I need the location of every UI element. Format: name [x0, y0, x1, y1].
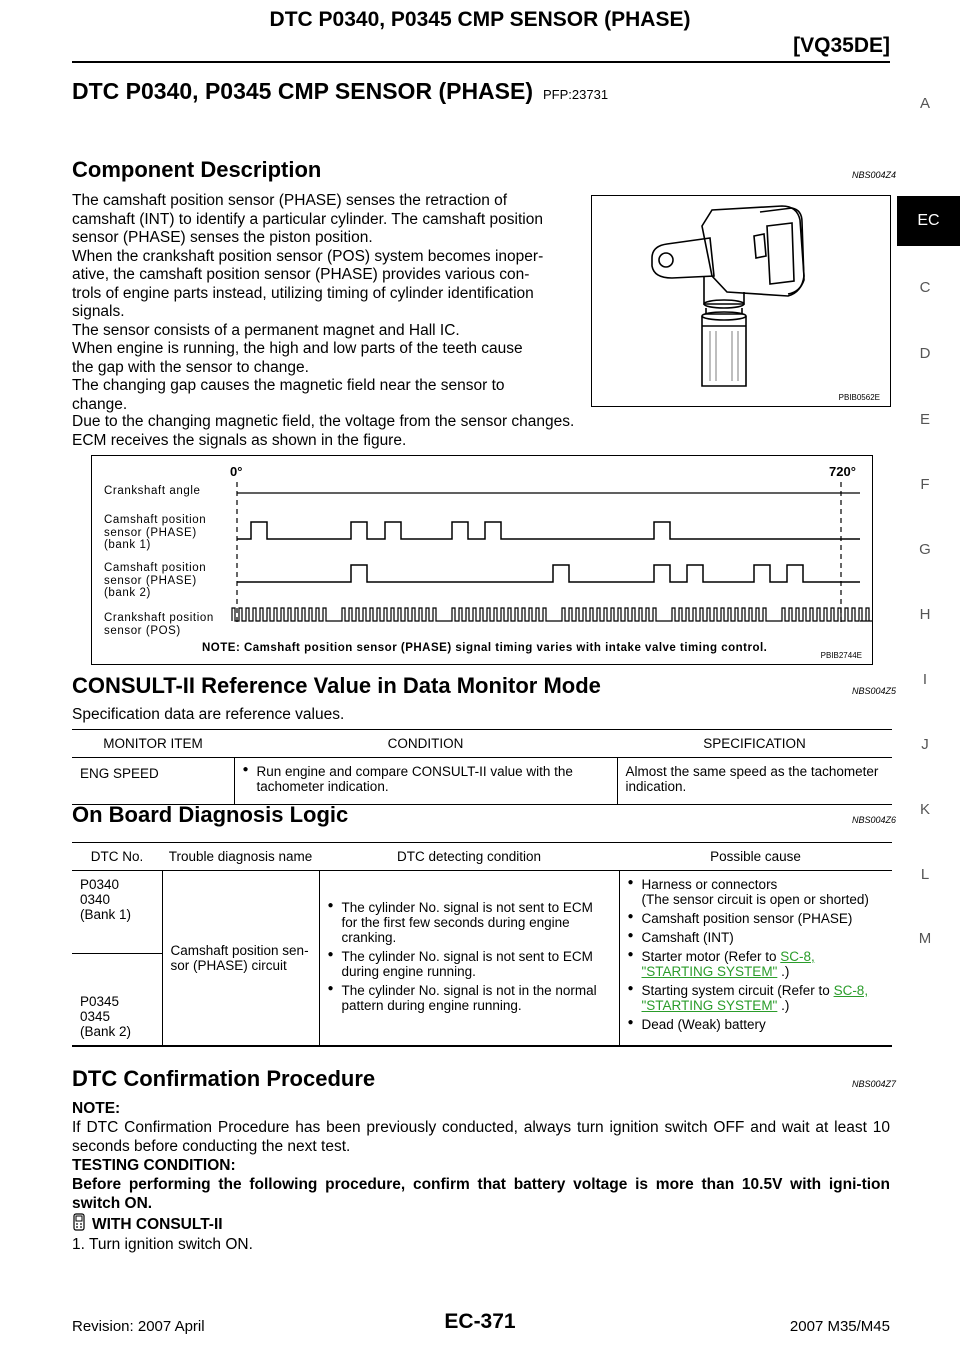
bullet-item: ● The cylinder No. signal is not sent to ECM during engine running.	[328, 949, 611, 979]
dtc-bank2	[72, 954, 162, 1045]
table-row	[72, 871, 892, 1047]
index-letter[interactable]: K	[919, 801, 930, 818]
spec-cell: Almost the same speed as the tachometer indication.	[617, 758, 892, 805]
bullet-item	[628, 877, 885, 907]
obd-heading: On Board Diagnosis Logic	[72, 802, 349, 827]
monitor-item: ENG SPEED	[80, 766, 159, 781]
table-row	[72, 758, 892, 805]
text-line: signals.	[72, 303, 125, 320]
text-line: When engine is running, the high and low parts of the teeth cause	[72, 340, 523, 357]
consult-code: NBS004Z5	[852, 686, 897, 696]
possible-cause-cell	[619, 871, 892, 1047]
text-line: change.	[72, 395, 128, 413]
condition-cell	[234, 758, 617, 805]
column-header: DTC detecting condition	[319, 843, 619, 871]
label-line: Camshaft position	[104, 514, 207, 526]
index-letter[interactable]: J	[921, 736, 929, 753]
consult-intro: Specification data are reference values.	[72, 706, 345, 723]
index-letter[interactable]: E	[919, 411, 930, 428]
column-header: SPECIFICATION	[617, 730, 892, 758]
obd-table	[72, 842, 892, 1047]
sensor-illustration	[591, 195, 891, 407]
dtc-line: (Bank 1)	[80, 907, 132, 922]
consult-table	[72, 729, 892, 805]
camshaft-sensor-drawing	[592, 196, 890, 406]
index-letter[interactable]: I	[922, 671, 928, 688]
engine-code: [VQ35DE]	[793, 34, 890, 57]
with-consult-line	[72, 1213, 223, 1236]
text-line: The camshaft position sensor (PHASE) senses the retraction of	[72, 192, 508, 209]
cmp-bank1-wave	[237, 522, 860, 539]
footer-page-number: EC-371	[444, 1310, 516, 1333]
index-tab-active[interactable]: EC	[897, 196, 960, 246]
text-line: When the crankshaft position sensor (POS) system becomes inoper-	[72, 247, 544, 265]
header-rule	[72, 61, 890, 63]
cause-text: Starting system circuit (Refer to	[641, 983, 834, 998]
text-line: Due to the changing magnetic field, the voltage from the sensor changes.	[72, 413, 575, 430]
procedure-step: 1. Turn ignition switch ON.	[72, 1236, 253, 1253]
text-line: The sensor consists of a permanent magnet and Hall IC.	[72, 321, 460, 339]
index-letter[interactable]: A	[919, 95, 930, 112]
detecting-condition-cell	[319, 871, 619, 1047]
index-letter[interactable]: M	[918, 930, 932, 947]
dtc-line: 0340	[80, 892, 111, 907]
text-line: ative, the camshaft position sensor (PHASE) provides various con-	[72, 266, 530, 283]
component-heading: Component Description	[72, 157, 322, 182]
bullet-item: ● Dead (Weak) battery	[628, 1017, 885, 1032]
component-paragraph	[72, 192, 582, 414]
text-line: The changing gap causes the magnetic field near the sensor to	[72, 377, 505, 394]
text-line: sensor (PHASE) senses the piston position.	[72, 229, 373, 246]
dtc-line: (Bank 2)	[80, 1024, 132, 1039]
bullet-item: ● Camshaft (INT)	[628, 930, 885, 945]
label-line: Camshaft position	[104, 562, 207, 574]
confirm-code: NBS004Z7	[852, 1079, 897, 1089]
bullet-item: ● Camshaft position sensor (PHASE)	[628, 911, 885, 926]
confirm-heading: DTC Confirmation Procedure	[72, 1066, 376, 1091]
timing-note: NOTE: Camshaft position sensor (PHASE) signal timing varies with intake valve timing control.	[202, 642, 768, 654]
cause-text: Starter motor (Refer to	[641, 949, 781, 964]
starting-system-link[interactable]: SC-8, "STARTING SYSTEM"	[641, 949, 815, 979]
index-letter[interactable]: L	[920, 866, 930, 883]
label-line: sensor (PHASE)	[104, 526, 197, 539]
label-line: (bank 1)	[104, 539, 151, 551]
bullet-item	[628, 949, 885, 979]
column-header: Possible cause	[619, 843, 892, 871]
consult-heading: CONSULT-II Reference Value in Data Monitor Mode	[72, 673, 601, 698]
label-line: Crankshaft position	[104, 612, 214, 624]
dtc-line: P0345	[80, 994, 120, 1009]
dtc-bank1	[72, 871, 162, 954]
pfp-code: PFP:23731	[543, 87, 609, 102]
text-line: ECM receives the signals as shown in the figure.	[72, 432, 407, 449]
column-header: DTC No.	[72, 843, 162, 871]
label-crank-angle: Crankshaft angle	[104, 485, 201, 497]
label-line: sensor (PHASE)	[104, 574, 197, 587]
footer-model: 2007 M35/M45	[789, 1318, 890, 1335]
index-letter[interactable]: C	[919, 279, 931, 296]
timing-waveforms	[92, 456, 872, 664]
image-code: PBIB2744E	[820, 651, 862, 660]
label-line: (bank 2)	[104, 587, 151, 599]
text-line: the gap with the sensor to change.	[72, 358, 309, 376]
trouble-name-cell	[162, 871, 319, 1047]
running-header-title: DTC P0340, P0345 CMP SENSOR (PHASE)	[269, 8, 691, 31]
section-title-text: DTC P0340, P0345 CMP SENSOR (PHASE)	[72, 78, 534, 104]
footer-revision: Revision: 2007 April	[72, 1318, 205, 1335]
angle-end: 720°	[829, 464, 856, 479]
starting-system-link[interactable]: SC-8, "STARTING SYSTEM"	[641, 983, 869, 1013]
ckp-pos-wave	[232, 608, 872, 621]
note-label: NOTE:	[72, 1100, 121, 1117]
cause-text: (The sensor circuit is open or shorted)	[641, 892, 869, 907]
consult-tool-icon	[72, 1213, 86, 1236]
angle-start: 0°	[230, 464, 243, 479]
cause-text: ● Harness or connectors	[641, 877, 778, 892]
bullet-item: ● The cylinder No. signal is not in the normal pattern during engine running.	[328, 983, 611, 1013]
testing-label: TESTING CONDITION:	[72, 1157, 236, 1174]
index-letter[interactable]: D	[919, 345, 931, 362]
table-header-row	[72, 730, 892, 758]
bullet-item: ● The cylinder No. signal is not sent to ECM for the first few seconds during engine cranking.	[328, 900, 611, 945]
with-consult-label: WITH CONSULT-II	[92, 1215, 223, 1233]
component-code: NBS004Z4	[852, 170, 897, 180]
testing-text: Before performing the following procedure, confirm that battery voltage is more than 10.5V with igni-tion switch ON.	[72, 1176, 890, 1212]
cause-text: .)	[777, 964, 790, 979]
note-text: If DTC Confirmation Procedure has been previously conducted, always turn ignition switch OFF and wait at least 10 seconds before conducting the next test.	[72, 1119, 890, 1155]
confirm-note-block	[72, 1099, 890, 1213]
table-header-row	[72, 843, 892, 871]
dtc-numbers-cell	[72, 871, 162, 1047]
label-line: sensor (POS)	[104, 624, 181, 637]
index-letter[interactable]: F	[920, 476, 930, 493]
signal-timing-chart	[91, 455, 873, 665]
dtc-line: P0340	[80, 877, 120, 892]
bullet-item: ● Run engine and compare CONSULT-II value with the tachometer indication.	[243, 764, 609, 794]
index-letter[interactable]: G	[919, 541, 931, 558]
column-header: CONDITION	[234, 730, 617, 758]
text-line: trols of engine parts instead, utilizing timing of cylinder identification	[72, 284, 534, 302]
cmp-bank2-wave	[237, 565, 860, 582]
section-title	[72, 78, 608, 105]
column-header: MONITOR ITEM	[72, 730, 234, 758]
column-header: Trouble diagnosis name	[162, 843, 319, 871]
cause-text: .)	[777, 998, 790, 1013]
text-line: camshaft (INT) to identify a particular cylinder. The camshaft position	[72, 210, 543, 228]
trouble-name: Camshaft position sen-sor (PHASE) circuit	[170, 943, 309, 973]
index-letter[interactable]: H	[919, 606, 931, 623]
image-code: PBIB0562E	[838, 393, 880, 402]
dtc-line: 0345	[80, 1009, 111, 1024]
obd-code: NBS004Z6	[852, 815, 897, 825]
bullet-item	[628, 983, 885, 1013]
